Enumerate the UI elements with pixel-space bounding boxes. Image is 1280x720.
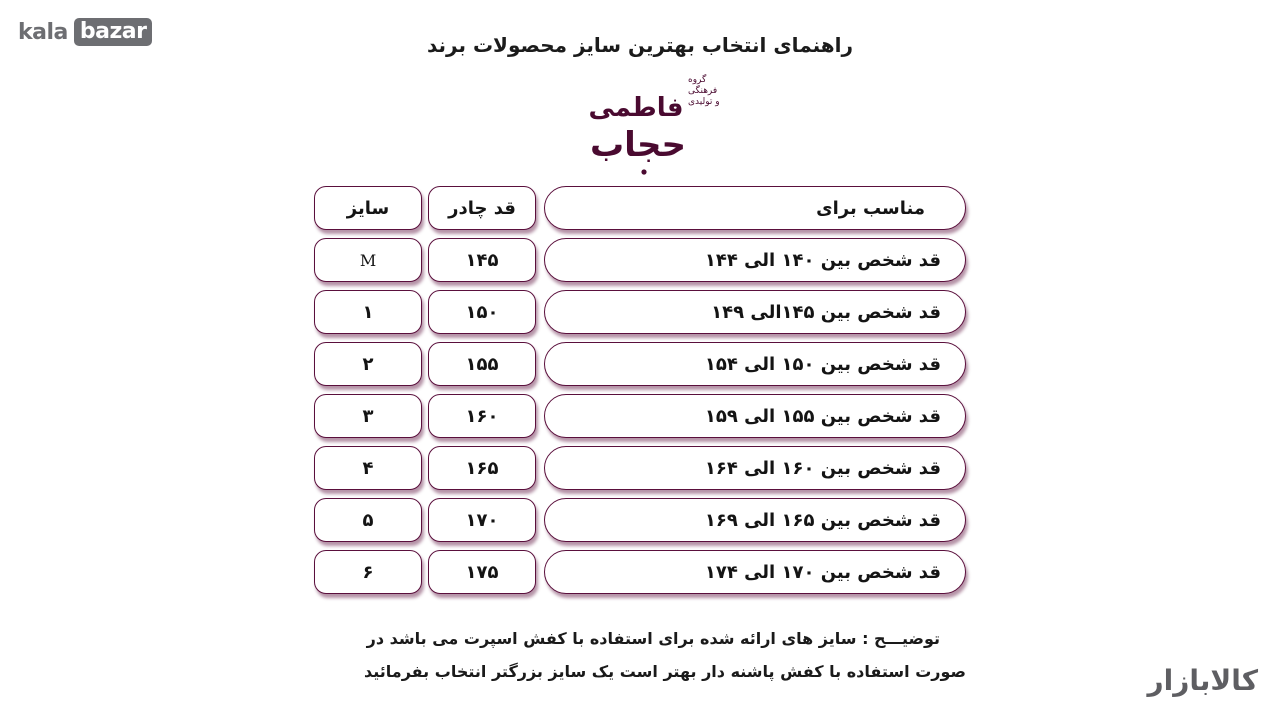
brand-line-5: حجاب [590,125,686,165]
size-cell: M [314,238,422,282]
length-cell: ۱۶۵ [428,446,536,490]
table-row [314,446,966,494]
size-cell: ۳ [314,394,422,438]
header-length: قد چادر [428,186,536,230]
note-line-1: توضیـــح : سایز های ارائه شده برای استفاده با کفش اسپرت می باشد در [366,629,940,648]
brand-line-4: فاطمی [588,93,684,123]
size-note [300,622,966,688]
table-header-row [314,186,966,234]
brand-line-3: و تولیدی [688,97,720,107]
corner-watermark: کالابازار [1147,664,1258,697]
length-cell: ۱۵۵ [428,342,536,386]
size-cell: ۴ [314,446,422,490]
range-cell: قد شخص بین ۱۶۰ الی ۱۶۴ [544,446,966,490]
table-row [314,550,966,598]
logo-bazar-text: bazar [74,18,153,46]
page-title: راهنمای انتخاب بهترین سایز محصولات برند [426,33,853,57]
logo-kala-text: kala [18,19,68,45]
size-cell: ۱ [314,290,422,334]
length-cell: ۱۷۰ [428,498,536,542]
length-cell: ۱۶۰ [428,394,536,438]
table-row [314,394,966,442]
length-cell: ۱۴۵ [428,238,536,282]
note-line-2: صورت استفاده با کفش پاشنه دار بهتر است یک سایز بزرگتر انتخاب بفرمائید [364,662,966,681]
header-for: مناسب برای [544,186,966,230]
range-cell: قد شخص بین ۱۵۵ الی ۱۵۹ [544,394,966,438]
range-cell: قد شخص بین ۱۴۵الی ۱۴۹ [544,290,966,334]
table-row [314,238,966,286]
size-cell: ۶ [314,550,422,594]
range-cell: قد شخص بین ۱۷۰ الی ۱۷۴ [544,550,966,594]
brand-line-2: فرهنگی [688,86,718,96]
size-cell: ۲ [314,342,422,386]
header-size: سایز [314,186,422,230]
size-cell: ۵ [314,498,422,542]
table-row [314,498,966,546]
brand-logo [578,68,720,178]
range-cell: قد شخص بین ۱۶۵ الی ۱۶۹ [544,498,966,542]
size-table [314,186,966,602]
brand-line-1: گروه [688,75,707,85]
range-cell: قد شخص بین ۱۵۰ الی ۱۵۴ [544,342,966,386]
range-cell: قد شخص بین ۱۴۰ الی ۱۴۴ [544,238,966,282]
table-row [314,290,966,338]
length-cell: ۱۵۰ [428,290,536,334]
table-row [314,342,966,390]
length-cell: ۱۷۵ [428,550,536,594]
